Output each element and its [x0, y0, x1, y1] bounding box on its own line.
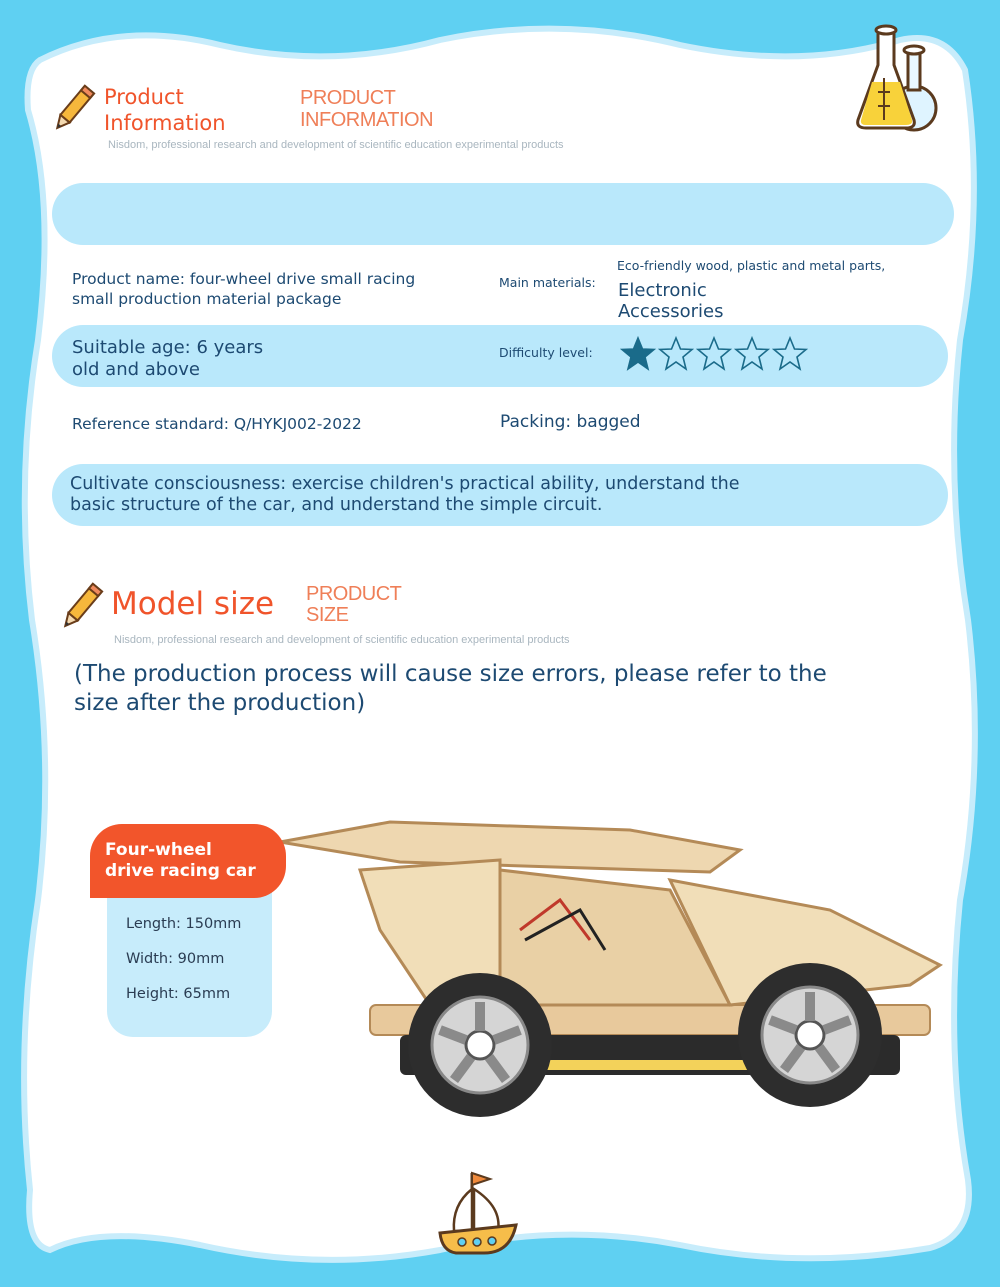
star-empty-icon: [734, 336, 770, 372]
cultivate-line2: basic structure of the car, and understand the simple circuit.: [70, 495, 603, 515]
pencil-icon: [48, 80, 100, 136]
main-materials-line1: Eco-friendly wood, plastic and metal parts,: [617, 258, 886, 273]
star-empty-icon: [772, 336, 808, 372]
main-materials-label: Main materials:: [499, 275, 596, 290]
product-info-tagline: Nisdom, professional research and development of scientific education experimental products: [108, 139, 564, 151]
packing: Packing: bagged: [500, 412, 641, 432]
main-materials-line2: Electronic: [618, 280, 707, 301]
model-name-badge: [90, 824, 286, 898]
model-size-subtitle-line2: SIZE: [306, 604, 349, 626]
model-size-subtitle-line1: PRODUCT: [306, 583, 402, 605]
difficulty-stars: [620, 336, 810, 376]
model-height: Height: 65mm: [126, 986, 231, 1002]
product-name-line2: small production material package: [72, 290, 342, 308]
pencil-icon: [56, 578, 108, 634]
reference-standard: Reference standard: Q/HYKJ002-2022: [72, 415, 362, 433]
product-info-title-line1: Product: [104, 85, 184, 109]
boat-icon: [432, 1165, 522, 1260]
suitable-age-line1: Suitable age: 6 years: [72, 337, 264, 358]
flask-icon: [850, 20, 945, 135]
star-filled-icon: [620, 336, 656, 372]
size-note-line1: (The production process will cause size errors, please refer to the: [74, 661, 827, 687]
model-size-tagline: Nisdom, professional research and development of scientific education experimental products: [114, 634, 570, 646]
difficulty-label: Difficulty level:: [499, 345, 593, 360]
main-materials-line3: Accessories: [618, 301, 724, 322]
model-width: Width: 90mm: [126, 951, 225, 967]
product-info-title-line2: Information: [104, 111, 226, 135]
cultivate-line1: Cultivate consciousness: exercise children's practical ability, understand the: [70, 474, 740, 494]
suitable-age-line2: old and above: [72, 359, 200, 380]
size-note-line2: size after the production): [74, 690, 366, 716]
product-name-line1: Product name: four-wheel drive small racing: [72, 270, 416, 288]
model-name-line1: Four-wheel: [105, 840, 212, 860]
star-empty-icon: [658, 336, 694, 372]
star-empty-icon: [696, 336, 732, 372]
product-info-subtitle-line1: PRODUCT: [300, 87, 396, 109]
product-info-subtitle-line2: INFORMATION: [300, 109, 434, 131]
model-length: Length: 150mm: [126, 916, 242, 932]
racing-car-illustration: [270, 790, 960, 1140]
model-size-title: Model size: [111, 586, 275, 622]
decorative-banner: [52, 183, 954, 245]
model-name-line2: drive racing car: [105, 861, 256, 881]
